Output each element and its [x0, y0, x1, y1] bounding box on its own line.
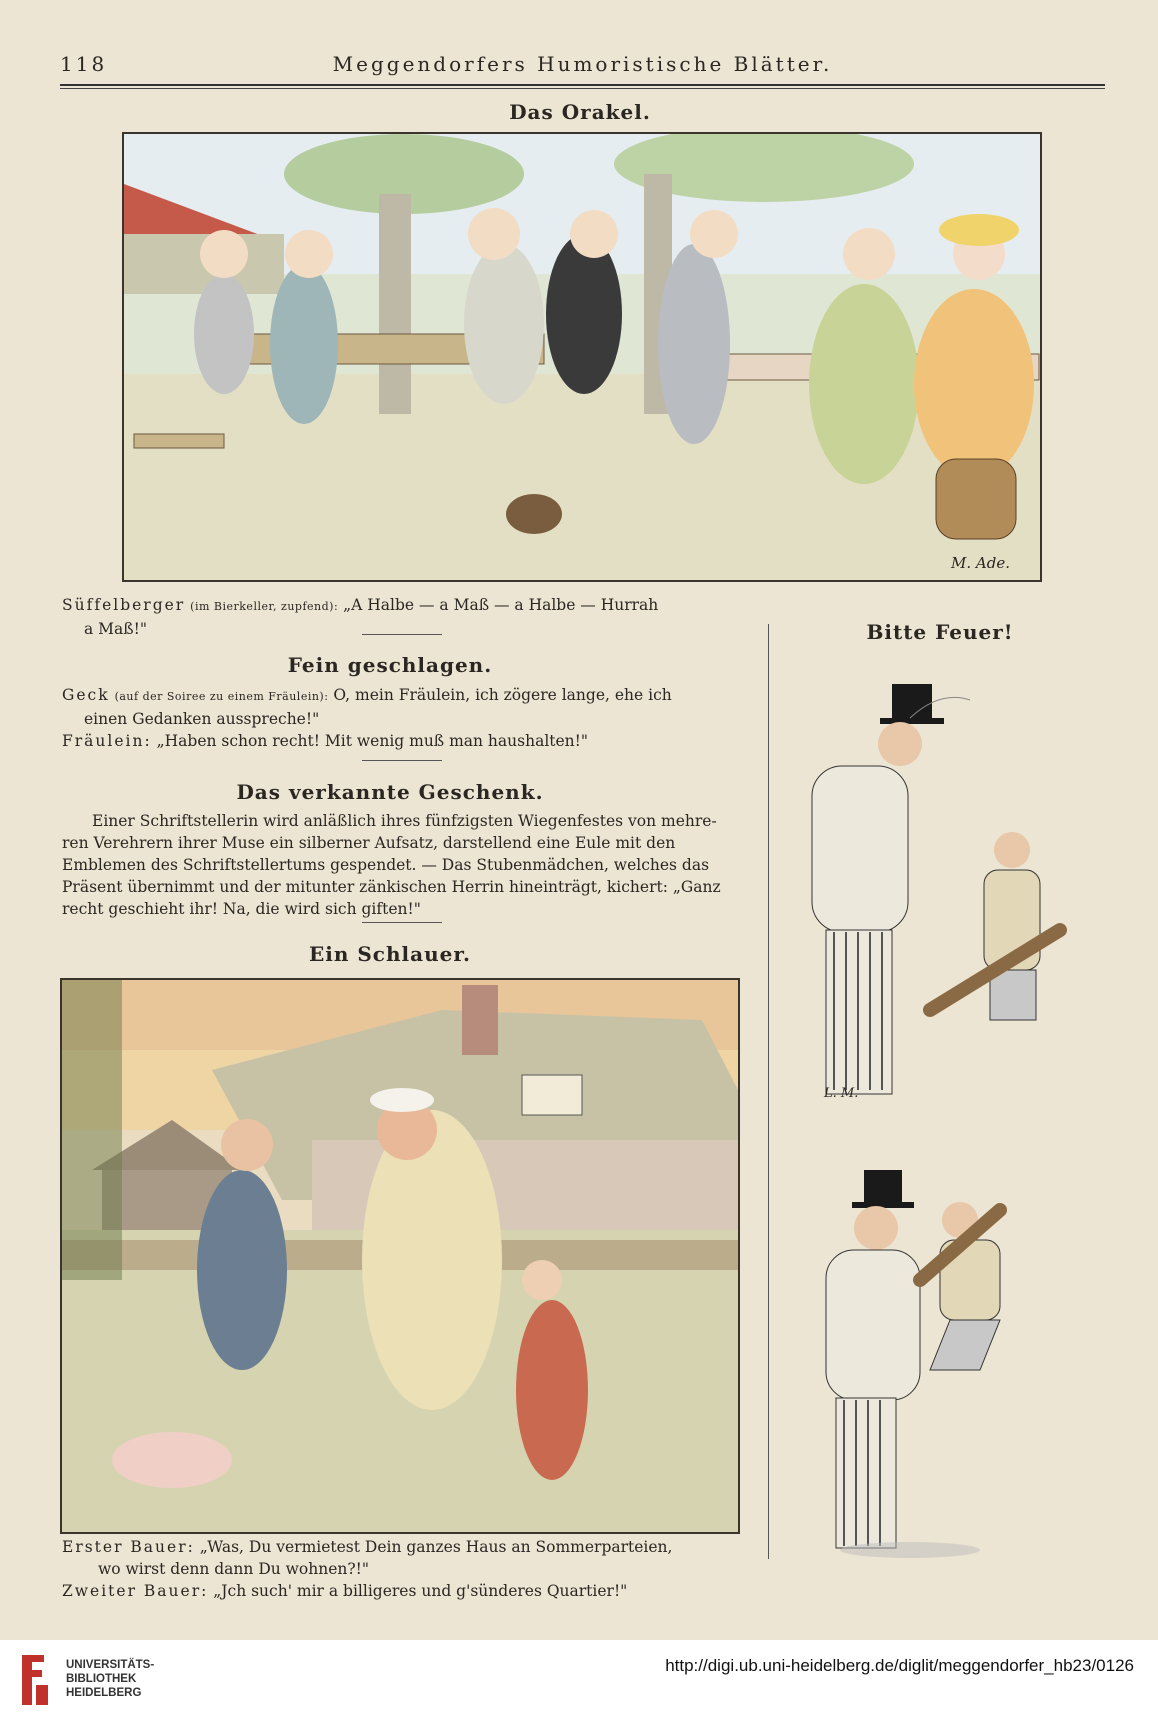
- running-header: [60, 52, 1105, 82]
- header-rule: [60, 84, 1105, 86]
- separator-rule: [362, 634, 442, 635]
- library-name-line: UNIVERSITÄTS-: [66, 1659, 155, 1671]
- paragraph-line: Präsent übernimmt und der mitunter zänkischen Herrin hineinträgt, kichert: „Ganz: [62, 878, 721, 896]
- gentleman-and-boy-illustration-2: [800, 1170, 1080, 1560]
- dialogue-text-cont: einen Gedanken ausspreche!": [84, 710, 320, 728]
- library-name: [66, 1658, 154, 1700]
- section-title-schlauer: Ein Schlauer.: [309, 942, 471, 966]
- caption-schlauer: [62, 1536, 742, 1602]
- library-footer: [0, 1640, 1158, 1720]
- dialogue-text: „Was, Du vermietest Dein ganzes Haus an Sommerparteien,: [199, 1538, 673, 1556]
- page-number: 118: [60, 52, 108, 76]
- signature-feuer: L. M.: [824, 1086, 859, 1101]
- signature-orakel: M. Ade.: [951, 554, 1010, 572]
- stage-note: (auf der Soiree zu einem Fräulein):: [114, 690, 329, 703]
- caption-text-cont: a Maß!": [84, 620, 147, 638]
- illustration-feuer-1: [800, 670, 1080, 1110]
- illustration-orakel: [122, 132, 1042, 582]
- speaker-name: Erster Bauer:: [62, 1538, 195, 1556]
- farmers-illustration: [62, 980, 738, 1532]
- column-divider: [768, 624, 769, 1559]
- section-title-feuer: Bitte Feuer!: [866, 620, 1014, 644]
- header-rule-thin: [60, 88, 1105, 89]
- speaker-name: Geck: [62, 686, 110, 704]
- paragraph-line: recht geschieht ihr! Na, die wird sich giften!": [62, 900, 421, 918]
- paragraph-line: Emblemen des Schriftstellertums gespendet. — Das Stubenmädchen, welches das: [62, 856, 710, 874]
- dialogue-text: „Jch such' mir a billigeres und g'sünderes Quartier!": [213, 1582, 628, 1600]
- library-logo-icon: [14, 1650, 54, 1710]
- beer-garden-illustration: [124, 134, 1040, 580]
- separator-rule: [362, 922, 442, 923]
- caption-text: „A Halbe — a Maß — a Halbe — Hurrah: [343, 596, 659, 614]
- source-url-link[interactable]: http://digi.ub.uni-heidelberg.de/diglit/meggendorfer_hb23/0126: [665, 1656, 1134, 1675]
- dialogue-text: O, mein Fräulein, ich zögere lange, ehe ich: [333, 686, 672, 704]
- dialogue-text-cont: wo wirst denn dann Du wohnen?!": [98, 1560, 370, 1578]
- speaker-name: Fräulein:: [62, 732, 152, 750]
- gentleman-and-boy-illustration-1: [800, 670, 1080, 1110]
- library-name-line: BIBLIOTHEK: [66, 1673, 137, 1685]
- illustration-schlauer: [60, 978, 740, 1534]
- paragraph-line: ren Verehrern ihrer Muse ein silberner Aufsatz, darstellend eine Eule mit den: [62, 834, 676, 852]
- running-title: Meggendorfers Humoristische Blätter.: [332, 52, 833, 76]
- dialogue-text: „Haben schon recht! Mit wenig muß man haushalten!": [156, 732, 589, 750]
- text-geschenk: [62, 810, 732, 920]
- speaker-name: Zweiter Bauer:: [62, 1582, 209, 1600]
- separator-rule: [362, 760, 442, 761]
- section-title-fein: Fein geschlagen.: [287, 653, 493, 677]
- section-title-geschenk: Das verkannte Geschenk.: [236, 780, 544, 804]
- stage-note: (im Bierkeller, zupfend):: [190, 600, 339, 613]
- text-fein: [62, 684, 732, 752]
- paragraph-line: Einer Schriftstellerin wird anläßlich ihres fünfzigsten Wiegenfestes von mehre-: [92, 812, 717, 830]
- library-name-line: HEIDELBERG: [66, 1687, 142, 1699]
- illustration-feuer-2: [800, 1170, 1080, 1560]
- speaker-name: Süffelberger: [62, 596, 186, 614]
- section-title-orakel: Das Orakel.: [509, 100, 651, 124]
